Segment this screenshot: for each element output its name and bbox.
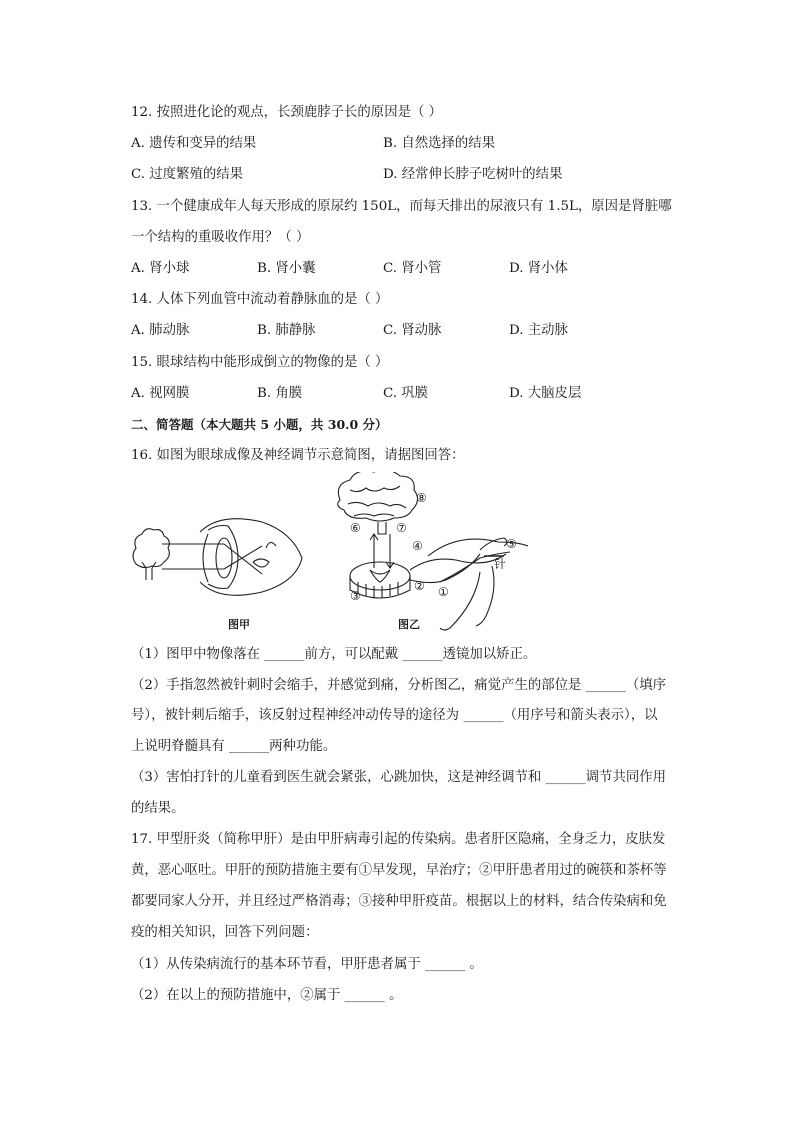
- q17-stem-line4: 疫的相关知识，回答下列问题：: [131, 925, 319, 940]
- q12-option-c: C. 过度繁殖的结果: [131, 167, 244, 182]
- q17-stem-line3: 都要同家人分开，并且经过严格消毒；③接种甲肝疫苗。根据以上的材料，结合传染病和免: [131, 894, 667, 909]
- q16-part3-line1: （3）害怕打针的儿童看到医生就会紧张，心跳加快，这是神经调节和 ______调节共同作用: [131, 770, 667, 785]
- arm-icon: [428, 538, 528, 630]
- eye-and-reflex-diagram: [128, 472, 528, 632]
- q16-part2-line1: （2）手指忽然被针刺时会缩手，并感觉到痛，分析图乙，痛觉产生的部位是 ______（填序: [131, 678, 667, 693]
- q12-option-b: B. 自然选择的结果: [383, 136, 496, 151]
- fig-label-8: ⑧: [416, 491, 427, 505]
- q16-stem: 16. 如图为眼球成像及神经调节示意简图，请据图回答：: [131, 448, 465, 463]
- section-heading: 二、简答题（本大题共 5 小题，共 30.0 分）: [131, 417, 388, 432]
- q13-option-a: A. 肾小球: [131, 261, 190, 276]
- fig-label-1: ①: [438, 585, 449, 599]
- fig-label-2: ②: [414, 579, 425, 593]
- q16-part2-line2: 号），被针刺后缩手，该反射过程神经冲动传导的途径为 ______（用序号和箭头表示），以: [131, 708, 658, 723]
- q12-option-d: D. 经常伸长脖子吃树叶的结果: [383, 167, 563, 182]
- q15-stem: 15. 眼球结构中能形成倒立的物像的是（ ）: [131, 355, 389, 370]
- q16-part3-line2: 的结果。: [131, 801, 185, 816]
- q13-stem-line1: 13. 一个健康成年人每天形成的原尿约 150L，而每天排出的尿液只有 1.5L，原因是肾脏哪: [131, 199, 672, 214]
- fig-label-3: ③: [350, 589, 361, 603]
- fig-label-4: ④: [412, 539, 423, 553]
- fig-label-6: ⑥: [350, 521, 361, 535]
- q15-option-b: B. 角膜: [257, 386, 303, 401]
- q13-option-c: C. 肾小管: [383, 261, 442, 276]
- q15-option-a: A. 视网膜: [131, 386, 190, 401]
- q14-option-d: D. 主动脉: [509, 323, 568, 338]
- q15-option-d: D. 大脑皮层: [509, 386, 582, 401]
- eyeball-icon: [200, 519, 302, 596]
- q14-option-c: C. 肾动脉: [383, 323, 442, 338]
- q13-stem-line2: 一个结构的重吸收作用？（ ）: [131, 230, 310, 245]
- q16-part2-line3: 上说明脊髓具有 ______两种功能。: [131, 739, 337, 754]
- q14-option-a: A. 肺动脉: [131, 323, 190, 338]
- q17-part1: （1）从传染病流行的基本环节看，甲肝患者属于 ______ 。: [131, 957, 483, 972]
- q13-option-b: B. 肾小囊: [257, 261, 316, 276]
- q17-stem-line2: 黄，恶心呕吐。甲肝的预防措施主要有①早发现，早治疗；②甲肝患者用过的碗筷和茶杯等: [131, 863, 667, 878]
- fig-label-7: ⑦: [396, 521, 407, 535]
- fig-label-5: ⑤: [506, 537, 517, 551]
- q16-figure: [128, 472, 528, 632]
- q12-stem: 12. 按照进化论的观点，长颈鹿脖子长的原因是（ ）: [131, 105, 443, 120]
- q13-option-d: D. 肾小体: [509, 261, 568, 276]
- q17-stem-line1: 17. 甲型肝炎（简称甲肝）是由甲肝病毒引起的传染病。患者肝区隐痛，全身乏力，皮肤发: [131, 832, 666, 847]
- fig-label-needle: 针: [494, 557, 507, 571]
- q17-part2: （2）在以上的预防措施中，②属于 ______ 。: [131, 988, 403, 1003]
- q14-option-b: B. 肺静脉: [257, 323, 316, 338]
- q14-stem: 14. 人体下列血管中流动着静脉血的是（ ）: [131, 292, 389, 307]
- q16-part1: （1）图甲中物像落在 ______前方，可以配戴 ______透镜加以矫正。: [131, 647, 537, 662]
- tree-icon: [133, 529, 169, 580]
- fig-a-caption: 图甲: [228, 618, 250, 631]
- fig-b-caption: 图乙: [398, 618, 420, 631]
- q15-option-c: C. 巩膜: [383, 386, 429, 401]
- q12-option-a: A. 遗传和变异的结果: [131, 136, 257, 151]
